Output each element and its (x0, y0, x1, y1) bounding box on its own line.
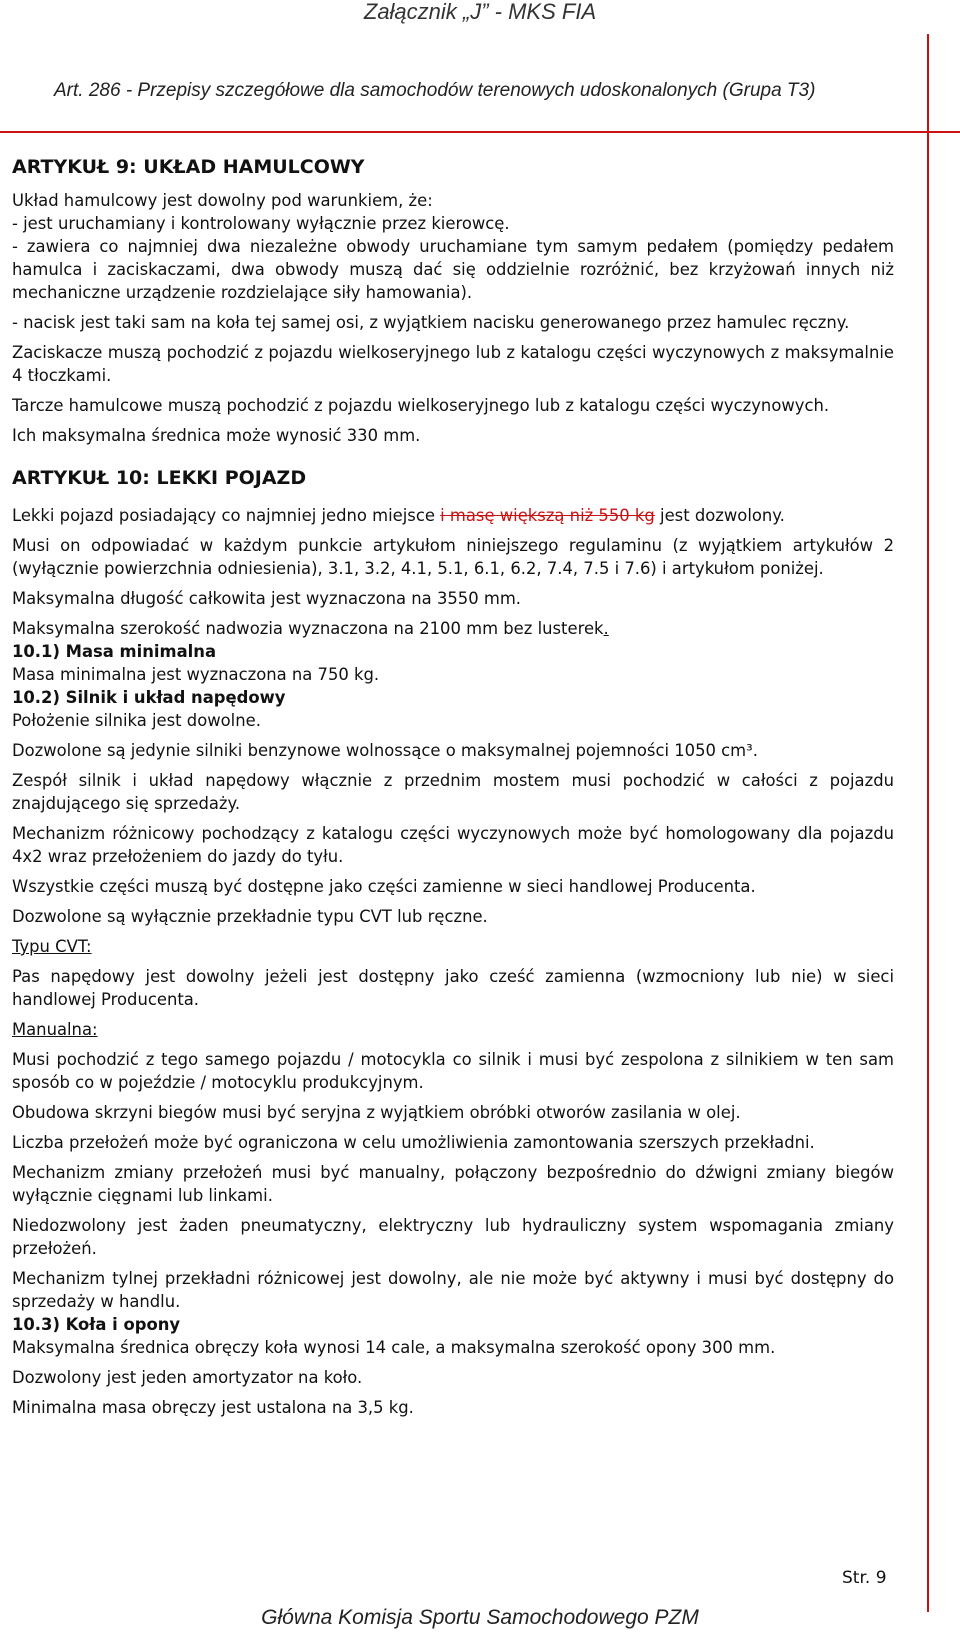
text-span: Maksymalna szerokość nadwozia wyznaczona na 2100 mm bez lusterek (12, 619, 604, 638)
paragraph: Mechanizm różnicowy pochodzący z katalogu części wyczynowych może być homologowany dla pojazdu 4x2 wraz przełożeniem do jazdy do tyłu. (12, 824, 894, 866)
article-9-heading: ARTYKUŁ 9: UKŁAD HAMULCOWY (12, 156, 365, 178)
paragraph (12, 504, 894, 527)
paragraph: Zaciskacze muszą pochodzić z pojazdu wielkoseryjnego lub z katalogu części wyczynowych z maksymalnie 4 tłoczkami. (12, 343, 894, 385)
paragraph: - jest uruchamiany i kontrolowany wyłącznie przez kierowcę. (12, 214, 510, 233)
paragraph: Dozwolone są jedynie silniki benzynowe wolnossące o maksymalnej pojemności 1050 cm³. (12, 741, 758, 760)
text-span: Lekki pojazd posiadający co najmniej jedno miejsce (12, 506, 435, 525)
text-span: jest dozwolony. (660, 506, 785, 525)
paragraph: Pas napędowy jest dowolny jeżeli jest dostępny jako cześć zamienna (wzmocniony lub nie) w sieci handlowej Producenta. (12, 967, 894, 1009)
section-10-1-heading: 10.1) Masa minimalna (12, 642, 217, 661)
paragraph: Położenie silnika jest dowolne. (12, 711, 261, 730)
paragraph (12, 617, 894, 640)
paragraph: Ich maksymalna średnica może wynosić 330 mm. (12, 426, 421, 445)
cvt-label (12, 935, 894, 958)
header-title: Załącznik „J” - MKS FIA (363, 0, 597, 24)
paragraph: Obudowa skrzyni biegów musi być seryjna z wyjątkiem obróbki otworów zasilania w olej. (12, 1103, 741, 1122)
paragraph: Maksymalna długość całkowita jest wyznaczona na 3550 mm. (12, 589, 522, 608)
paragraph: Liczba przełożeń może być ograniczona w celu umożliwienia zamontowania szerszych przekładni. (12, 1133, 815, 1152)
paragraph: Wszystkie części muszą być dostępne jako części zamienne w sieci handlowej Producenta. (12, 877, 756, 896)
paragraph: Mechanizm zmiany przełożeń musi być manualny, połączony bezpośrednio do dźwigni zmiany biegów wyłącznie cięgnami lub linkami. (12, 1163, 894, 1205)
paragraph: Musi on odpowiadać w każdym punkcie artykułom niniejszego regulaminu (z wyjątkiem artykułów 2 (wyłącznie powierzchnia odniesienia), 3.1, 3.2, 4.1, 5.1, 6.1, 6.2, 7.4, 7.5 i 7.6) i artykułom poniżej. (12, 536, 894, 578)
paragraph: Dozwolone są wyłącznie przekładnie typu CVT lub ręczne. (12, 907, 488, 926)
section-10-3-heading: 10.3) Koła i opony (12, 1315, 181, 1334)
paragraph: Układ hamulcowy jest dowolny pod warunkiem, że: (12, 191, 433, 210)
paragraph: Minimalna masa obręczy jest ustalona na 3,5 kg. (12, 1398, 414, 1417)
header-subtitle: Art. 286 - Przepisy szczegółowe dla samochodów terenowych udoskonalonych (Grupa T3) (54, 80, 816, 101)
manual-label (12, 1018, 894, 1041)
paragraph: - nacisk jest taki sam na koła tej samej osi, z wyjątkiem nacisku generowanego przez hamulec ręczny. (12, 313, 850, 332)
footer: Główna Komisja Sportu Samochodowego PZM (261, 1606, 699, 1629)
paragraph: Maksymalna średnica obręczy koła wynosi 14 cale, a maksymalna szerokość opony 300 mm. (12, 1338, 776, 1357)
page-number: Str. 9 (842, 1568, 887, 1588)
paragraph: Musi pochodzić z tego samego pojazdu / motocykla co silnik i musi być zespolona z silnikiem w ten sam sposób co w pojeździe / motocyklu produkcyjnym. (12, 1050, 894, 1092)
paragraph: Niedozwolony jest żaden pneumatyczny, elektryczny lub hydrauliczny system wspomagania zmiany przełożeń. (12, 1216, 894, 1258)
article-10-heading: ARTYKUŁ 10: LEKKI POJAZD (12, 467, 307, 489)
paragraph: Zespół silnik i układ napędowy włącznie z przednim mostem musi pochodzić w całości z pojazdu znajdującego się sprzedaży. (12, 771, 894, 813)
paragraph: - zawiera co najmniej dwa niezależne obwody uruchamiane tym samym pedałem (pomiędzy pedałem hamulca i zaciskaczami, dwa obwody muszą dać się oddzielnie rozróżnić, bez krzyżowań innych niż mechaniczne urządzenie rozdzielające siły hamowania). (12, 237, 894, 302)
paragraph: Mechanizm tylnej przekładni różnicowej jest dowolny, ale nie może być aktywny i musi być dostępny do sprzedaży w handlu. (12, 1269, 894, 1311)
cvt-label-text: Typu CVT: (12, 937, 92, 956)
paragraph: Masa minimalna jest wyznaczona na 750 kg. (12, 665, 380, 684)
struck-text: i masę większą niż 550 kg (440, 506, 655, 525)
underlined-dot: . (603, 619, 609, 638)
red-horizontal-rule (0, 131, 960, 133)
paragraph: Dozwolony jest jeden amortyzator na koło. (12, 1368, 363, 1387)
document-body (12, 150, 894, 1426)
paragraph: Tarcze hamulcowe muszą pochodzić z pojazdu wielkoseryjnego lub z katalogu części wyczynowych. (12, 396, 830, 415)
section-10-2-heading: 10.2) Silnik i układ napędowy (12, 688, 286, 707)
red-vertical-rule (927, 34, 929, 1612)
manual-label-text: Manualna: (12, 1020, 98, 1039)
